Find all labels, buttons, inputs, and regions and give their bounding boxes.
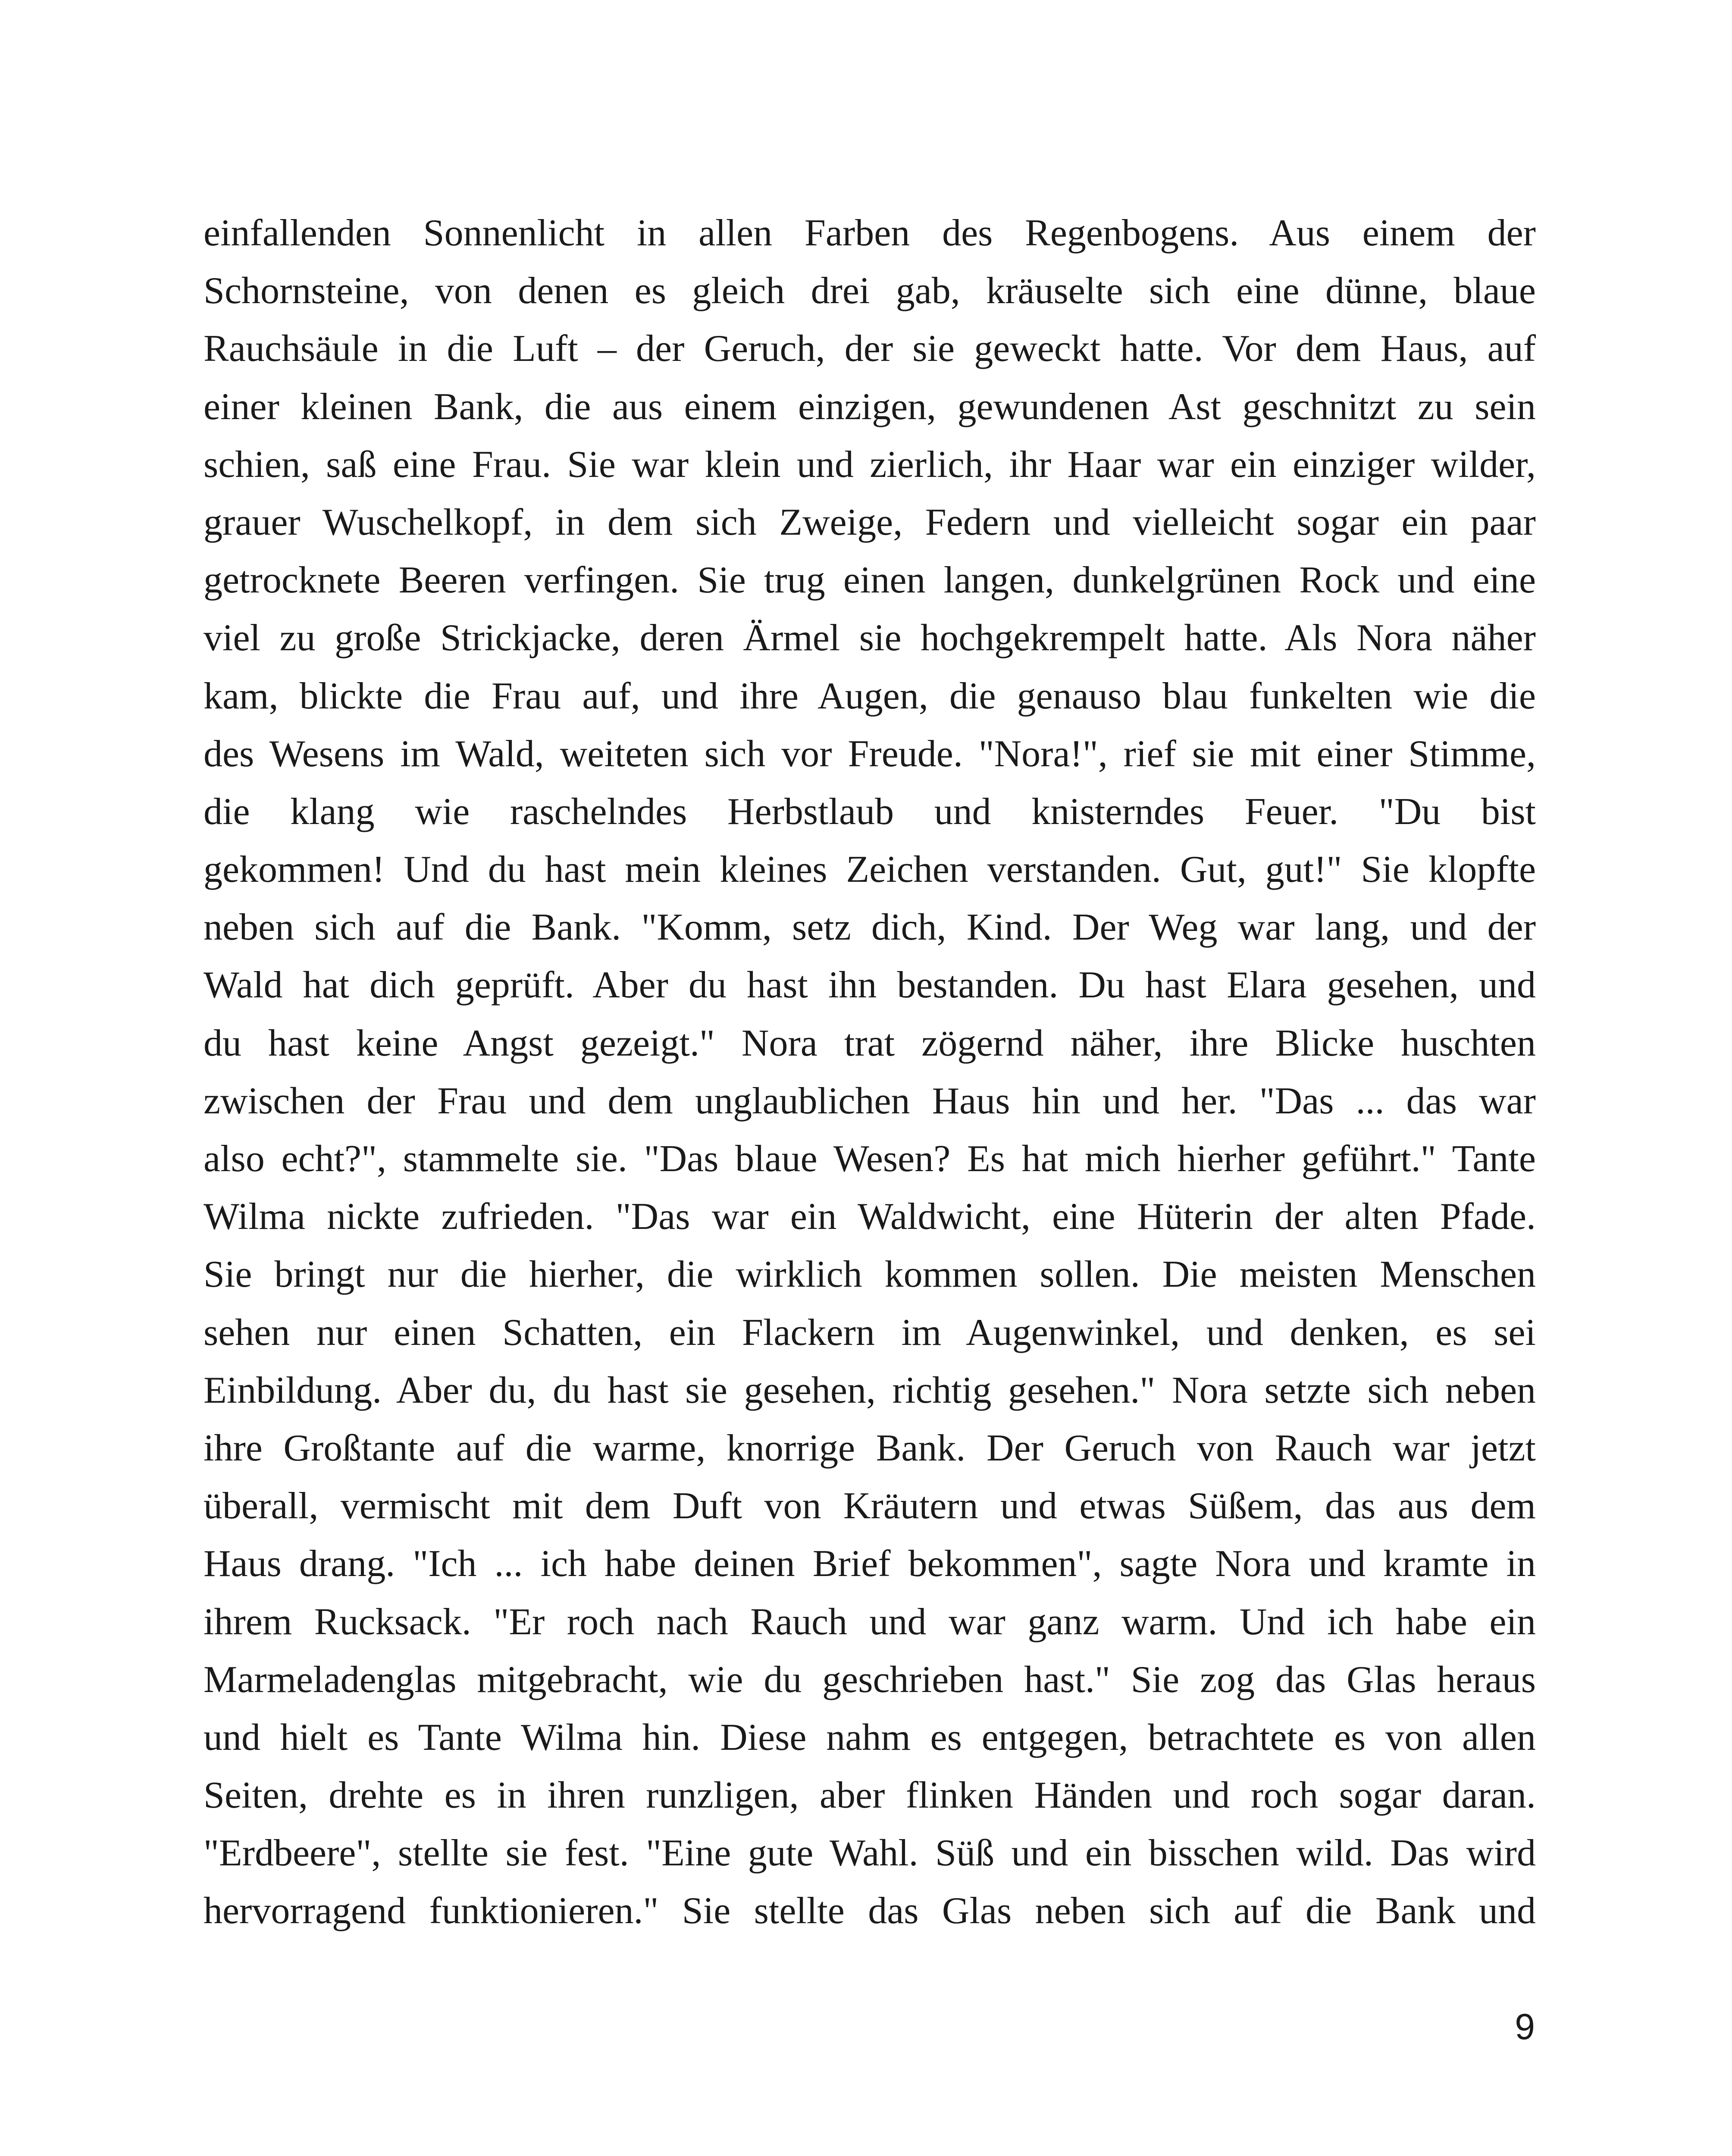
text-line: gekommen! Und du hast mein kleines Zeichen verstanden. Gut, gut!" Sie klopfte [204,849,1536,891]
body-text [204,204,1536,1940]
text-line: also echt?", stammelte sie. "Das blaue Wesen? Es hat mich hierher geführt." Tante [204,1138,1536,1180]
text-line: ihrem Rucksack. "Er roch nach Rauch und war ganz warm. Und ich habe ein [204,1601,1536,1643]
text-line: Rauchsäule in die Luft – der Geruch, der sie geweckt hatte. Vor dem Haus, auf [204,328,1536,370]
text-line: zwischen der Frau und dem unglaublichen Haus hin und her. "Das ... das war [204,1080,1536,1122]
text-line: überall, vermischt mit dem Duft von Kräutern und etwas Süßem, das aus dem [204,1485,1536,1527]
text-line: grauer Wuschelkopf, in dem sich Zweige, Federn und vielleicht sogar ein paar [204,501,1536,543]
text-line: die klang wie raschelndes Herbstlaub und knisterndes Feuer. "Du bist [204,790,1536,833]
text-line: du hast keine Angst gezeigt." Nora trat zögernd näher, ihre Blicke huschten [204,1022,1536,1064]
text-line: des Wesens im Wald, weiteten sich vor Freude. "Nora!", rief sie mit einer Stimme, [204,733,1536,775]
text-line: Schornsteine, von denen es gleich drei gab, kräuselte sich eine dünne, blaue [204,270,1536,312]
text-line: Wilma nickte zufrieden. "Das war ein Waldwicht, eine Hüterin der alten Pfade. [204,1196,1536,1238]
text-line: Marmeladenglas mitgebracht, wie du geschrieben hast." Sie zog das Glas heraus [204,1658,1536,1701]
text-line: Einbildung. Aber du, du hast sie gesehen, richtig gesehen." Nora setzte sich neben [204,1369,1536,1411]
text-line: "Erdbeere", stellte sie fest. "Eine gute Wahl. Süß und ein bisschen wild. Das wird [204,1832,1536,1874]
text-line: Haus drang. "Ich ... ich habe deinen Brief bekommen", sagte Nora und kramte in [204,1543,1536,1585]
text-line: Seiten, drehte es in ihren runzligen, aber flinken Händen und roch sogar daran. [204,1774,1536,1817]
text-line: sehen nur einen Schatten, ein Flackern im Augenwinkel, und denken, es sei [204,1311,1536,1354]
text-line: hervorragend funktionieren." Sie stellte das Glas neben sich auf die Bank und [204,1890,1536,1932]
text-line: viel zu große Strickjacke, deren Ärmel sie hochgekrempelt hatte. Als Nora näher [204,617,1536,659]
text-line: neben sich auf die Bank. "Komm, setz dich, Kind. Der Weg war lang, und der [204,906,1536,949]
page-number: 9 [1515,2006,1535,2047]
text-line: Sie bringt nur die hierher, die wirklich kommen sollen. Die meisten Menschen [204,1253,1536,1296]
text-line: und hielt es Tante Wilma hin. Diese nahm es entgegen, betrachtete es von allen [204,1716,1536,1758]
text-line: getrocknete Beeren verfingen. Sie trug einen langen, dunkelgrünen Rock und eine [204,559,1536,602]
text-line: einer kleinen Bank, die aus einem einzigen, gewundenen Ast geschnitzt zu sein [204,385,1536,428]
text-line: schien, saß eine Frau. Sie war klein und zierlich, ihr Haar war ein einziger wilder, [204,443,1536,486]
text-line: kam, blickte die Frau auf, und ihre Augen, die genauso blau funkelten wie die [204,675,1536,717]
text-line: ihre Großtante auf die warme, knorrige Bank. Der Geruch von Rauch war jetzt [204,1427,1536,1469]
text-line: Wald hat dich geprüft. Aber du hast ihn bestanden. Du hast Elara gesehen, und [204,964,1536,1006]
text-line: einfallenden Sonnenlicht in allen Farben des Regenbogens. Aus einem der [204,212,1536,254]
